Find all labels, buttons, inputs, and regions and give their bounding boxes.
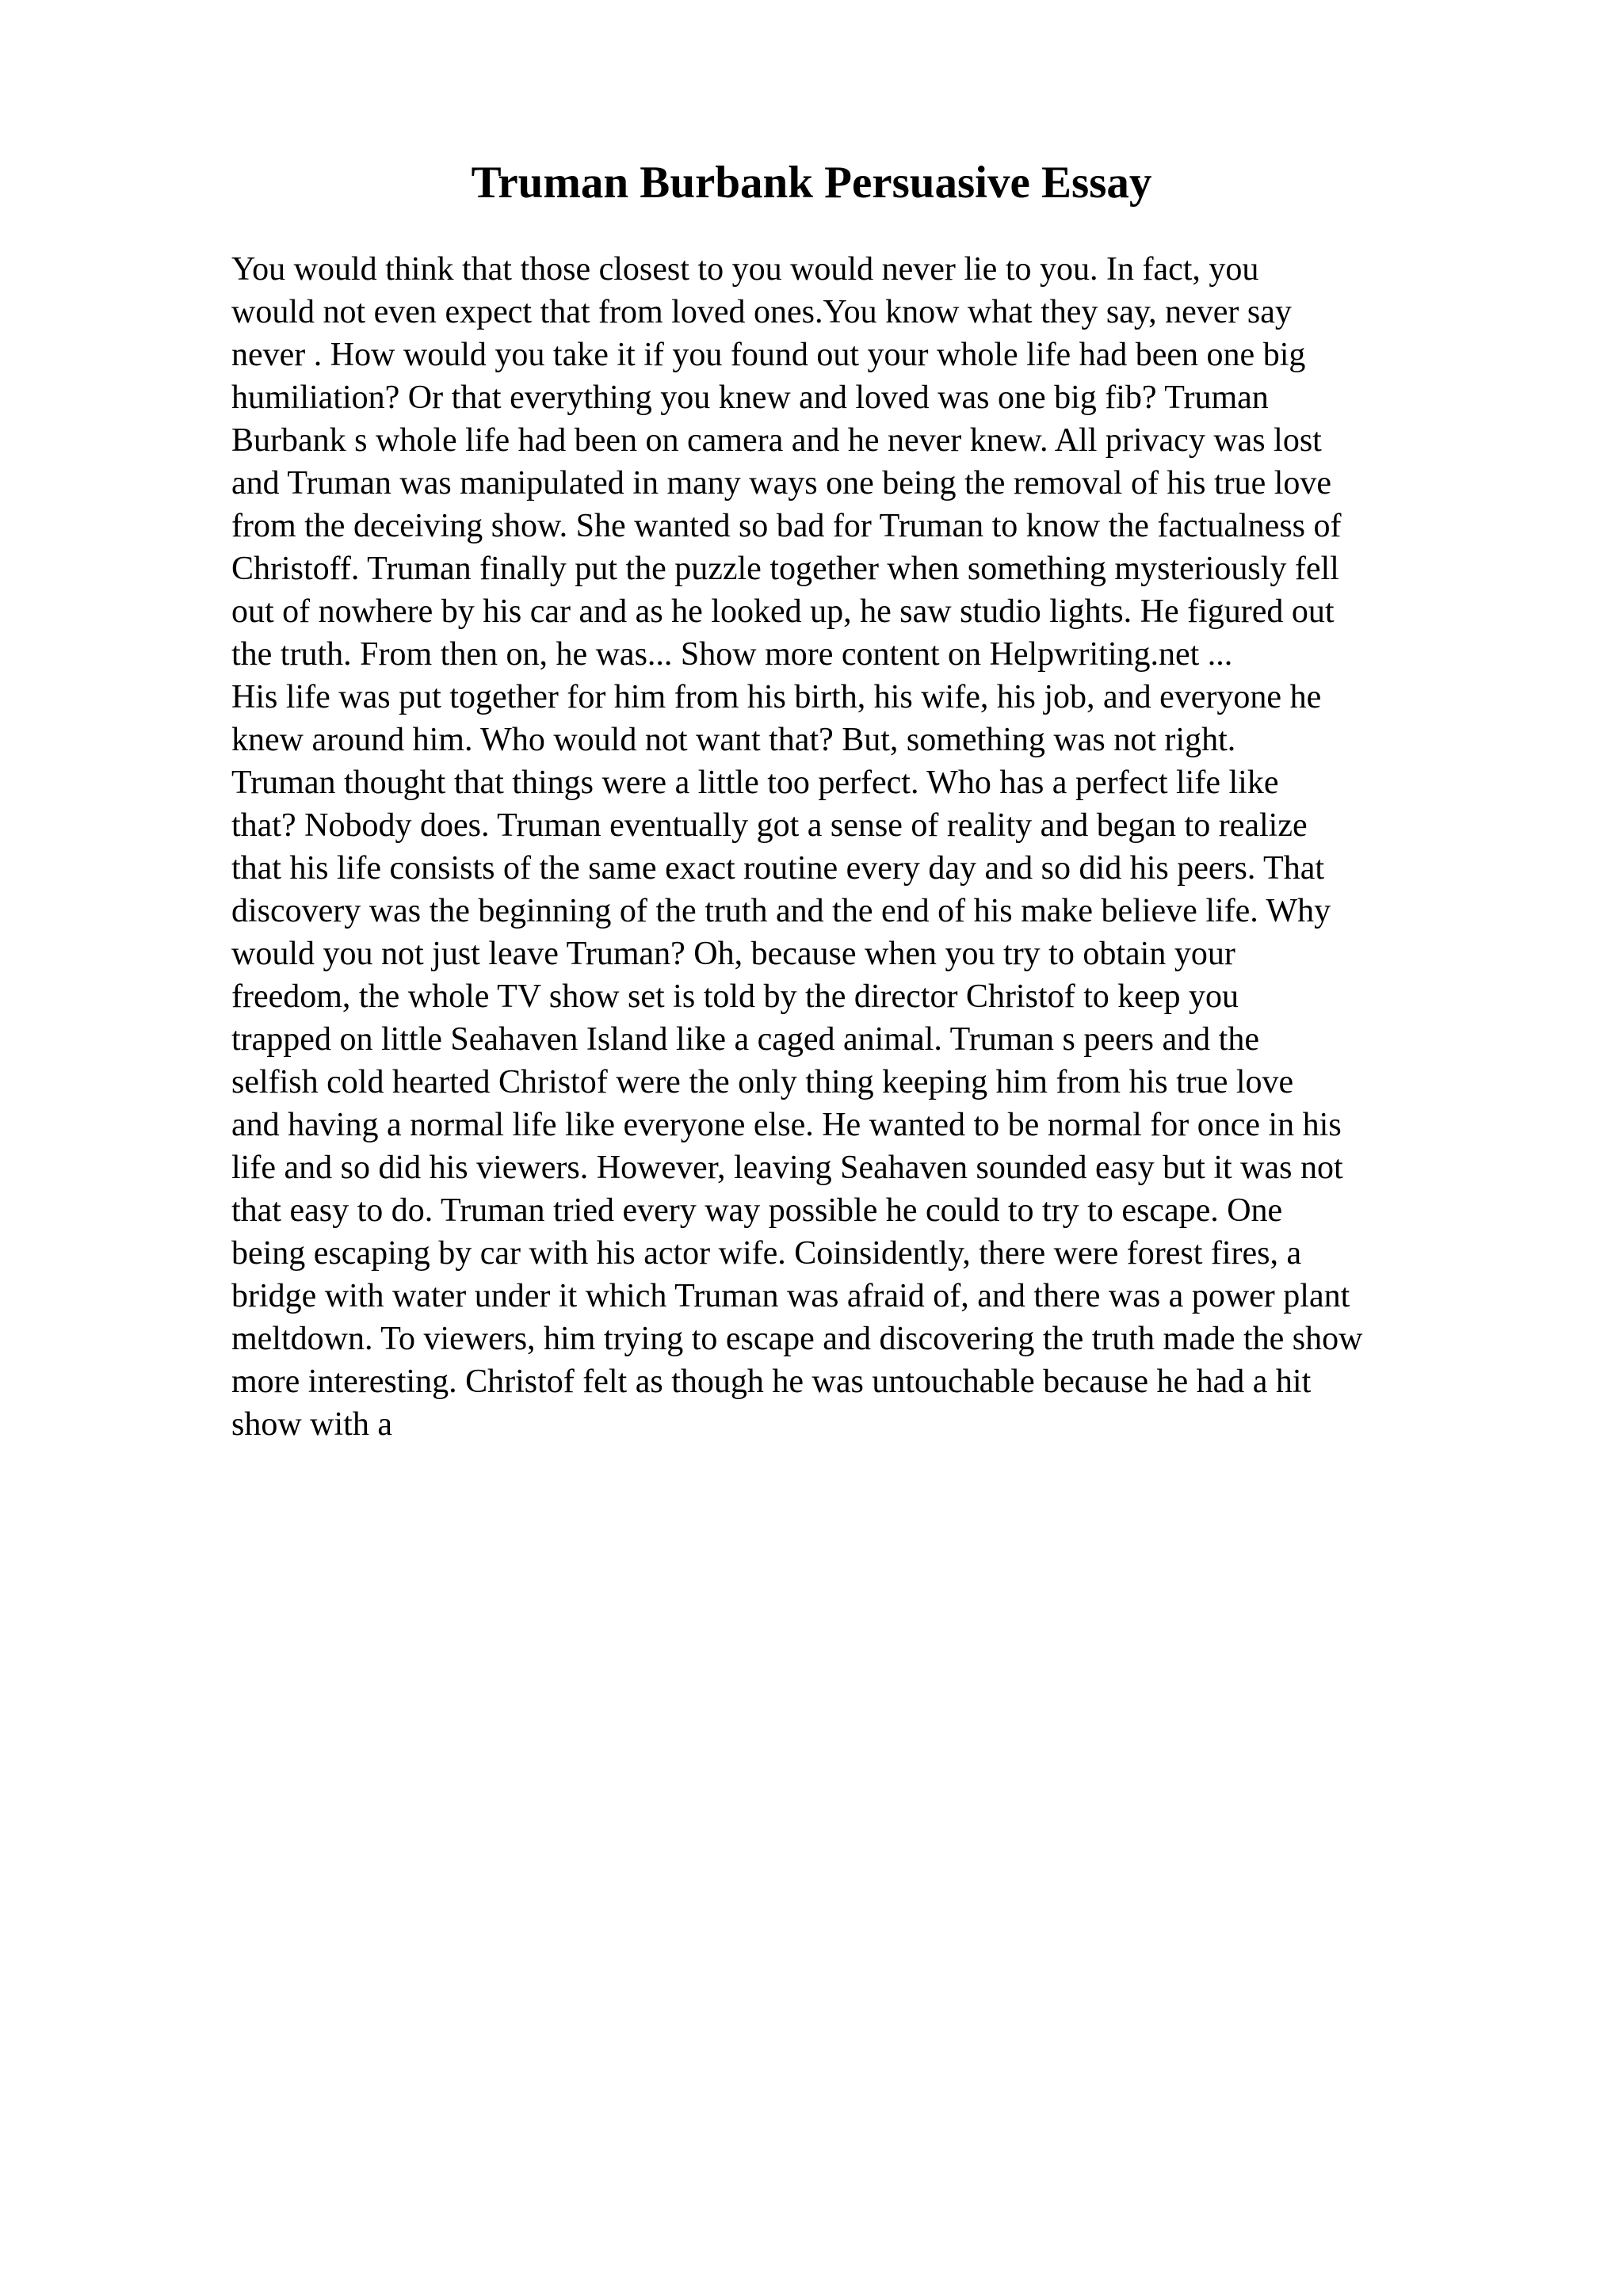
essay-line: and having a normal life like everyone else. He wanted to be normal for once in his	[231, 1107, 1342, 1143]
essay-line: Truman thought that things were a little too perfect. Who has a perfect life like	[231, 765, 1279, 801]
essay-line: His life was put together for him from his birth, his wife, his job, and everyone he	[231, 679, 1322, 715]
essay-line: and Truman was manipulated in many ways one being the removal of his true love	[231, 465, 1332, 502]
essay-line: never . How would you take it if you found out your whole life had been one big	[231, 337, 1306, 373]
essay-line: life and so did his viewers. However, leaving Seahaven sounded easy but it was not	[231, 1150, 1343, 1186]
essay-line: knew around him. Who would not want that? But, something was not right.	[231, 722, 1236, 758]
essay-line: freedom, the whole TV show set is told by the director Christof to keep you	[231, 978, 1239, 1015]
essay-line: You would think that those closest to you would never lie to you. In fact, you	[231, 251, 1259, 288]
essay-line: bridge with water under it which Truman was afraid of, and there was a power plant	[231, 1278, 1350, 1314]
essay-line: discovery was the beginning of the truth and the end of his make believe life. Why	[231, 893, 1331, 929]
essay-line: would you not just leave Truman? Oh, because when you try to obtain your	[231, 936, 1235, 972]
essay-line: meltdown. To viewers, him trying to escape and discovering the truth made the show	[231, 1321, 1363, 1357]
essay-line: that his life consists of the same exact routine every day and so did his peers. That	[231, 850, 1325, 887]
essay-line: would not even expect that from loved ones.You know what they say, never say	[231, 294, 1292, 330]
essay-body	[231, 248, 1579, 1446]
essay-line: that easy to do. Truman tried every way possible he could to try to escape. One	[231, 1192, 1283, 1229]
document-title: Truman Burbank Persuasive Essay	[471, 158, 1152, 208]
essay-line: from the deceiving show. She wanted so bad for Truman to know the factualness of	[231, 508, 1342, 544]
essay-line: selfish cold hearted Christof were the only thing keeping him from his true love	[231, 1064, 1294, 1100]
essay-line: the truth. From then on, he was... Show more content on Helpwriting.net ...	[231, 636, 1233, 673]
essay-line: out of nowhere by his car and as he looked up, he saw studio lights. He figured out	[231, 593, 1335, 630]
essay-line: being escaping by car with his actor wife. Coinsidently, there were forest fires, a	[231, 1235, 1302, 1272]
essay-line: show with a	[231, 1406, 392, 1443]
essay-line: that? Nobody does. Truman eventually got a sense of reality and began to realize	[231, 807, 1308, 844]
essay-line: Burbank s whole life had been on camera and he never knew. All privacy was lost	[231, 422, 1322, 459]
essay-line: Christoff. Truman finally put the puzzle together when something mysteriously fell	[231, 551, 1339, 587]
essay-line: more interesting. Christof felt as though he was untouchable because he had a hit	[231, 1363, 1312, 1400]
essay-line: humiliation? Or that everything you knew and loved was one big fib? Truman	[231, 379, 1269, 416]
essay-line: trapped on little Seahaven Island like a caged animal. Truman s peers and the	[231, 1021, 1259, 1058]
